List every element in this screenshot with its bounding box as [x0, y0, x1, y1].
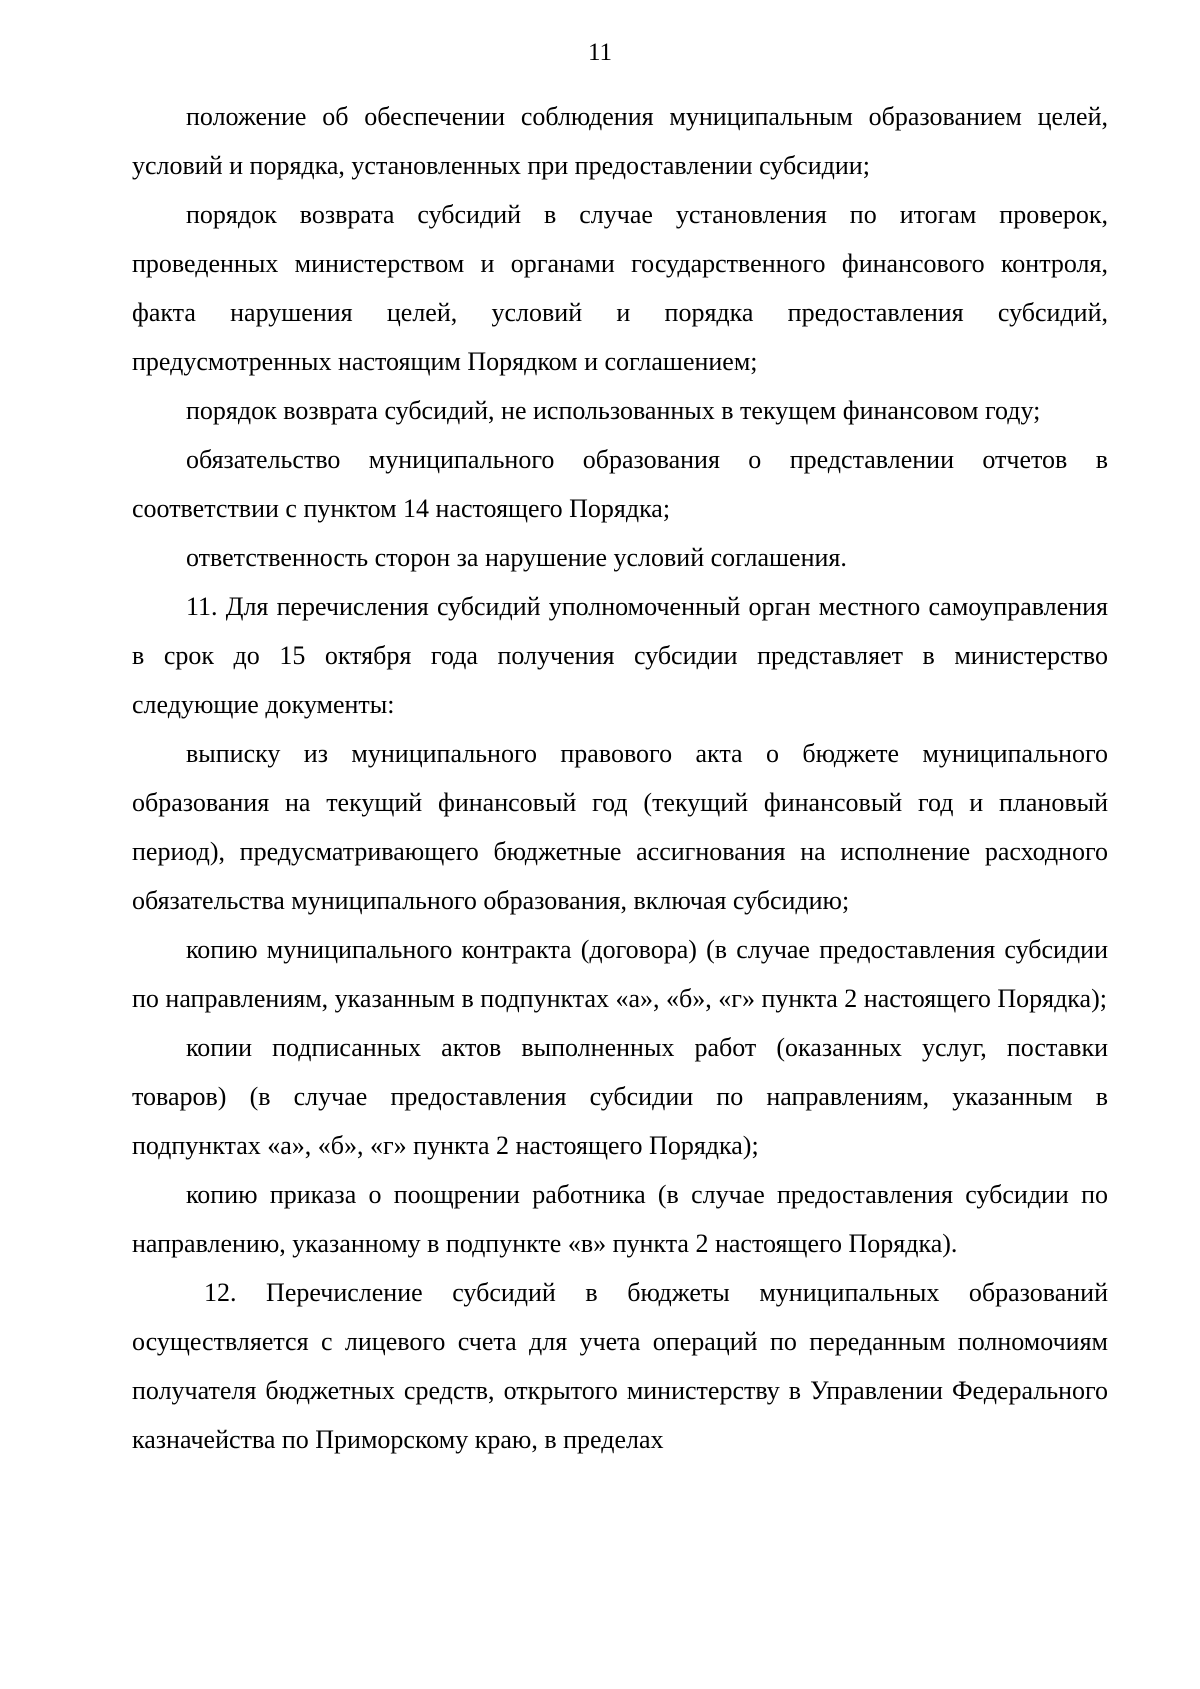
paragraph-refund-violations: порядок возврата субсидий в случае установления по итогам проверок, проведенных министерством и органами государственного финансового контроля, факта нарушения целей, условий и порядка предоставления субсидий, предусмотренных настоящим Порядком и соглашением;: [132, 200, 1108, 376]
paragraph-budget-extract: выписку из муниципального правового акта о бюджете муниципального образования на текущий финансовый год (текущий финансовый год и плановый период), предусматривающего бюджетные ассигнования на исполнение расходного обязательства муниципального образования, включая субсидию;: [132, 739, 1108, 915]
paragraph-responsibility: ответственность сторон за нарушение условий соглашения.: [186, 543, 847, 572]
paragraph-provision-compliance: положение об обеспечении соблюдения муниципальным образованием целей, условий и порядка, установленных при предоставлении субсидии;: [132, 102, 1108, 180]
paragraph-refund-unused: порядок возврата субсидий, не использованных в текущем финансовом году;: [186, 396, 1041, 425]
paragraph-reporting-obligation: обязательство муниципального образования о представлении отчетов в соответствии с пунктом 14 настоящего Порядка;: [132, 445, 1108, 523]
paragraph-contract-copy: копию муниципального контракта (договора) (в случае предоставления субсидии по направлениям, указанным в подпунктах «а», «б», «г» пункта 2 настоящего Порядка);: [132, 935, 1108, 1013]
paragraph-acts-copy: копии подписанных актов выполненных работ (оказанных услуг, поставки товаров) (в случае предоставления субсидии по направлениям, указанным в подпунктах «а», «б», «г» пункта 2 настоящего Порядка);: [132, 1033, 1108, 1160]
paragraph-order-copy: копию приказа о поощрении работника (в случае предоставления субсидии по направлению, указанному в подпункте «в» пункта 2 настоящего Порядка).: [132, 1180, 1108, 1258]
page-number: 11: [587, 39, 613, 66]
paragraph-clause-11: 11. Для перечисления субсидий уполномоченный орган местного самоуправления в срок до 15 октября года получения субсидии представляет в министерство следующие документы:: [132, 592, 1108, 719]
paragraph-clause-12: 12. Перечисление субсидий в бюджеты муниципальных образований осуществляется с лицевого счета для учета операций по переданным полномочиям получателя бюджетных средств, открытого министерству в Управлении Федерального казначейства по Приморскому краю, в пределах: [132, 1278, 1108, 1454]
document-body: [132, 92, 1108, 1464]
